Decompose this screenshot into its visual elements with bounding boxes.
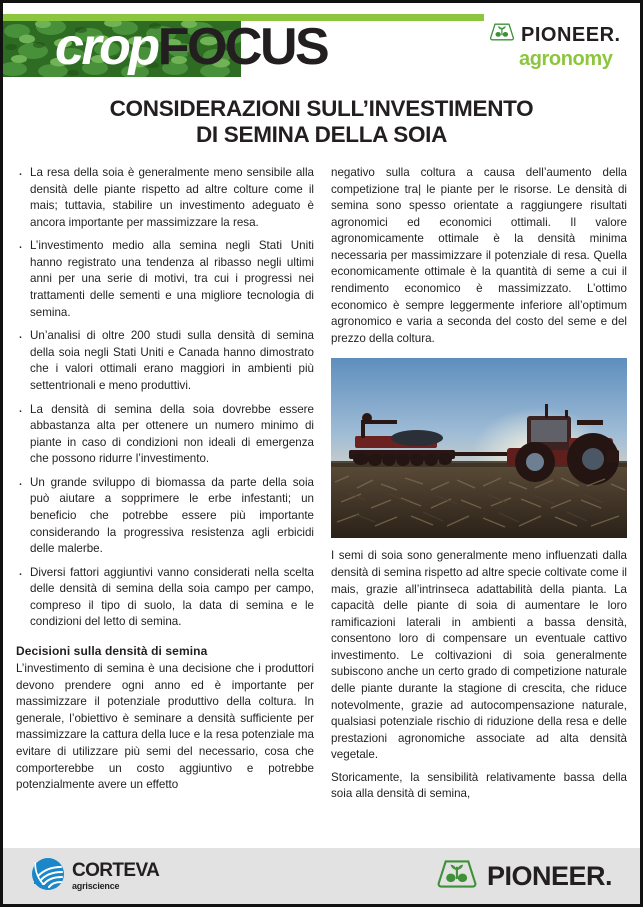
pioneer-agronomy-sub: agronomy bbox=[519, 48, 613, 70]
list-item: · La resa della soia è generalmente meno sensibile alla densità delle piante rispetto ad altre colture come il mais; tuttavia, stabilire un investimento adeguato è ancora importante per massimizzare la resa. bbox=[16, 165, 314, 231]
page-footer bbox=[3, 848, 640, 904]
tractor-planter-photo bbox=[331, 358, 627, 538]
pioneer-brand-name: PIONEER. bbox=[521, 23, 621, 46]
page-title bbox=[19, 96, 624, 149]
right-column-paragraph-bottom: Storicamente, la sensibilità relativamente bassa della soia alla densità di semina, bbox=[331, 770, 627, 801]
crop-focus-banner bbox=[3, 14, 484, 77]
corteva-logo bbox=[31, 857, 159, 896]
crop-focus-wordmark bbox=[55, 18, 484, 76]
corteva-logo-mark-icon bbox=[31, 857, 65, 896]
pioneer-footer-logo bbox=[436, 859, 612, 894]
right-column bbox=[331, 165, 627, 845]
key-points-list bbox=[16, 165, 314, 631]
list-item: · La densità di semina della soia dovrebbe essere abbastanza alta per ottenere un numero minimo di piante in caso di condizioni non ideali di emergenza che possono ridurre l’investimento. bbox=[16, 402, 314, 468]
wordmark-crop: crop bbox=[55, 18, 158, 76]
corteva-brand-sub: agriscience bbox=[72, 881, 120, 891]
corteva-brand-name: CORTEVA bbox=[72, 860, 160, 881]
pioneer-footer-brand-name: PIONEER. bbox=[486, 860, 612, 891]
right-column-paragraph-mid: I semi di soia sono generalmente meno influenzati dalla densità di semina rispetto ad altre specie coltivate come il mais, grazie all’intrinseca adattabilità della pianta. La capacità delle piante di soia di aumentare le loro ramificazioni laterali in ambienti a bassa densità, consentono loro di compensare un eventuale cattivo investimento. Le coltivazioni di soia generalmente subiscono anche un certo grado di competizione naturale delle piante durante la stagione di crescita, che riduce notevolmente, grazie ad autocompensazione naturale, qualsiasi potenziale rischio di riduzione della resa e delle prestazioni agronomiche associate ad alta densità vegetale. bbox=[331, 549, 627, 762]
section-subheading: Decisioni sulla densità di semina bbox=[16, 644, 208, 659]
article-body bbox=[3, 165, 640, 845]
list-item: · Un’analisi di oltre 200 studi sulla densità di semina della soia negli Stati Uniti e Canada hanno dimostrato che i valori ottimali erano maggiori in ambienti più settentrionali e meno produttivi. bbox=[16, 328, 314, 394]
page-title-line2: DI SEMINA DELLA SOIA bbox=[195, 122, 448, 148]
pioneer-corn-symbol-icon bbox=[436, 859, 478, 894]
pioneer-agronomy-logo bbox=[489, 23, 639, 69]
pioneer-corn-symbol-icon bbox=[489, 23, 515, 46]
right-column-paragraph-top: negativo sulla coltura a causa dell’aumento della competizione tra| le piante per le risorse. Le densità di semina sono spesso orientate a raggiungere risultati agronomici ed economici ottimali. Il valore agronomicamente ottimale è la densità minima necessaria per massimizzare il potenziale di resa. Quella economicamente ottimale è la quantità di seme a cui il rendimento economico è massimizzato. L’ottimo economico è sempre leggermente inferiore all’optimum agronomico e varia a seconda del costo del seme e del prezzo della coltura. bbox=[331, 166, 627, 345]
wordmark-focus: FOCUS bbox=[157, 18, 328, 76]
page-title-line1: CONSIDERAZIONI SULL’INVESTIMENTO bbox=[109, 96, 534, 121]
list-item: · Diversi fattori aggiuntivi vanno considerati nella scelta delle densità di semina della soia campo per campo, compreso il tipo di suolo, la data di semina e le condizioni del letto di semina. bbox=[16, 565, 314, 631]
left-column-paragraph: L’investimento di semina è una decisione che i produttori devono prendere ogni anno ed è importante per massimizzare il potenziale produttivo della coltura. In generale, l’obiettivo è seminare a densità sufficiente per massimizzare la cattura della luce e la resa potenziale ma evitare di utilizzare più semi del necessario, cosa che comporterebbe un costo aggiuntivo e potrebbe potenzialmente avere un effetto bbox=[16, 662, 314, 792]
list-item: · L’investimento medio alla semina negli Stati Uniti hanno registrato una tendenza al ribasso negli ultimi anni per una serie di motivi, tra cui i progressi nei trattamenti delle sementi e una migliore tecnologia di semina. bbox=[16, 238, 314, 321]
left-column bbox=[16, 165, 314, 845]
list-item: · Un grande sviluppo di biomassa da parte della soia può aiutare a sopprimere le erbe infestanti; un beneficio che potrebbe essere più importante considerando la progressiva resistenza agli erbicidi delle malerbe. bbox=[16, 475, 314, 558]
page-header bbox=[3, 3, 640, 88]
